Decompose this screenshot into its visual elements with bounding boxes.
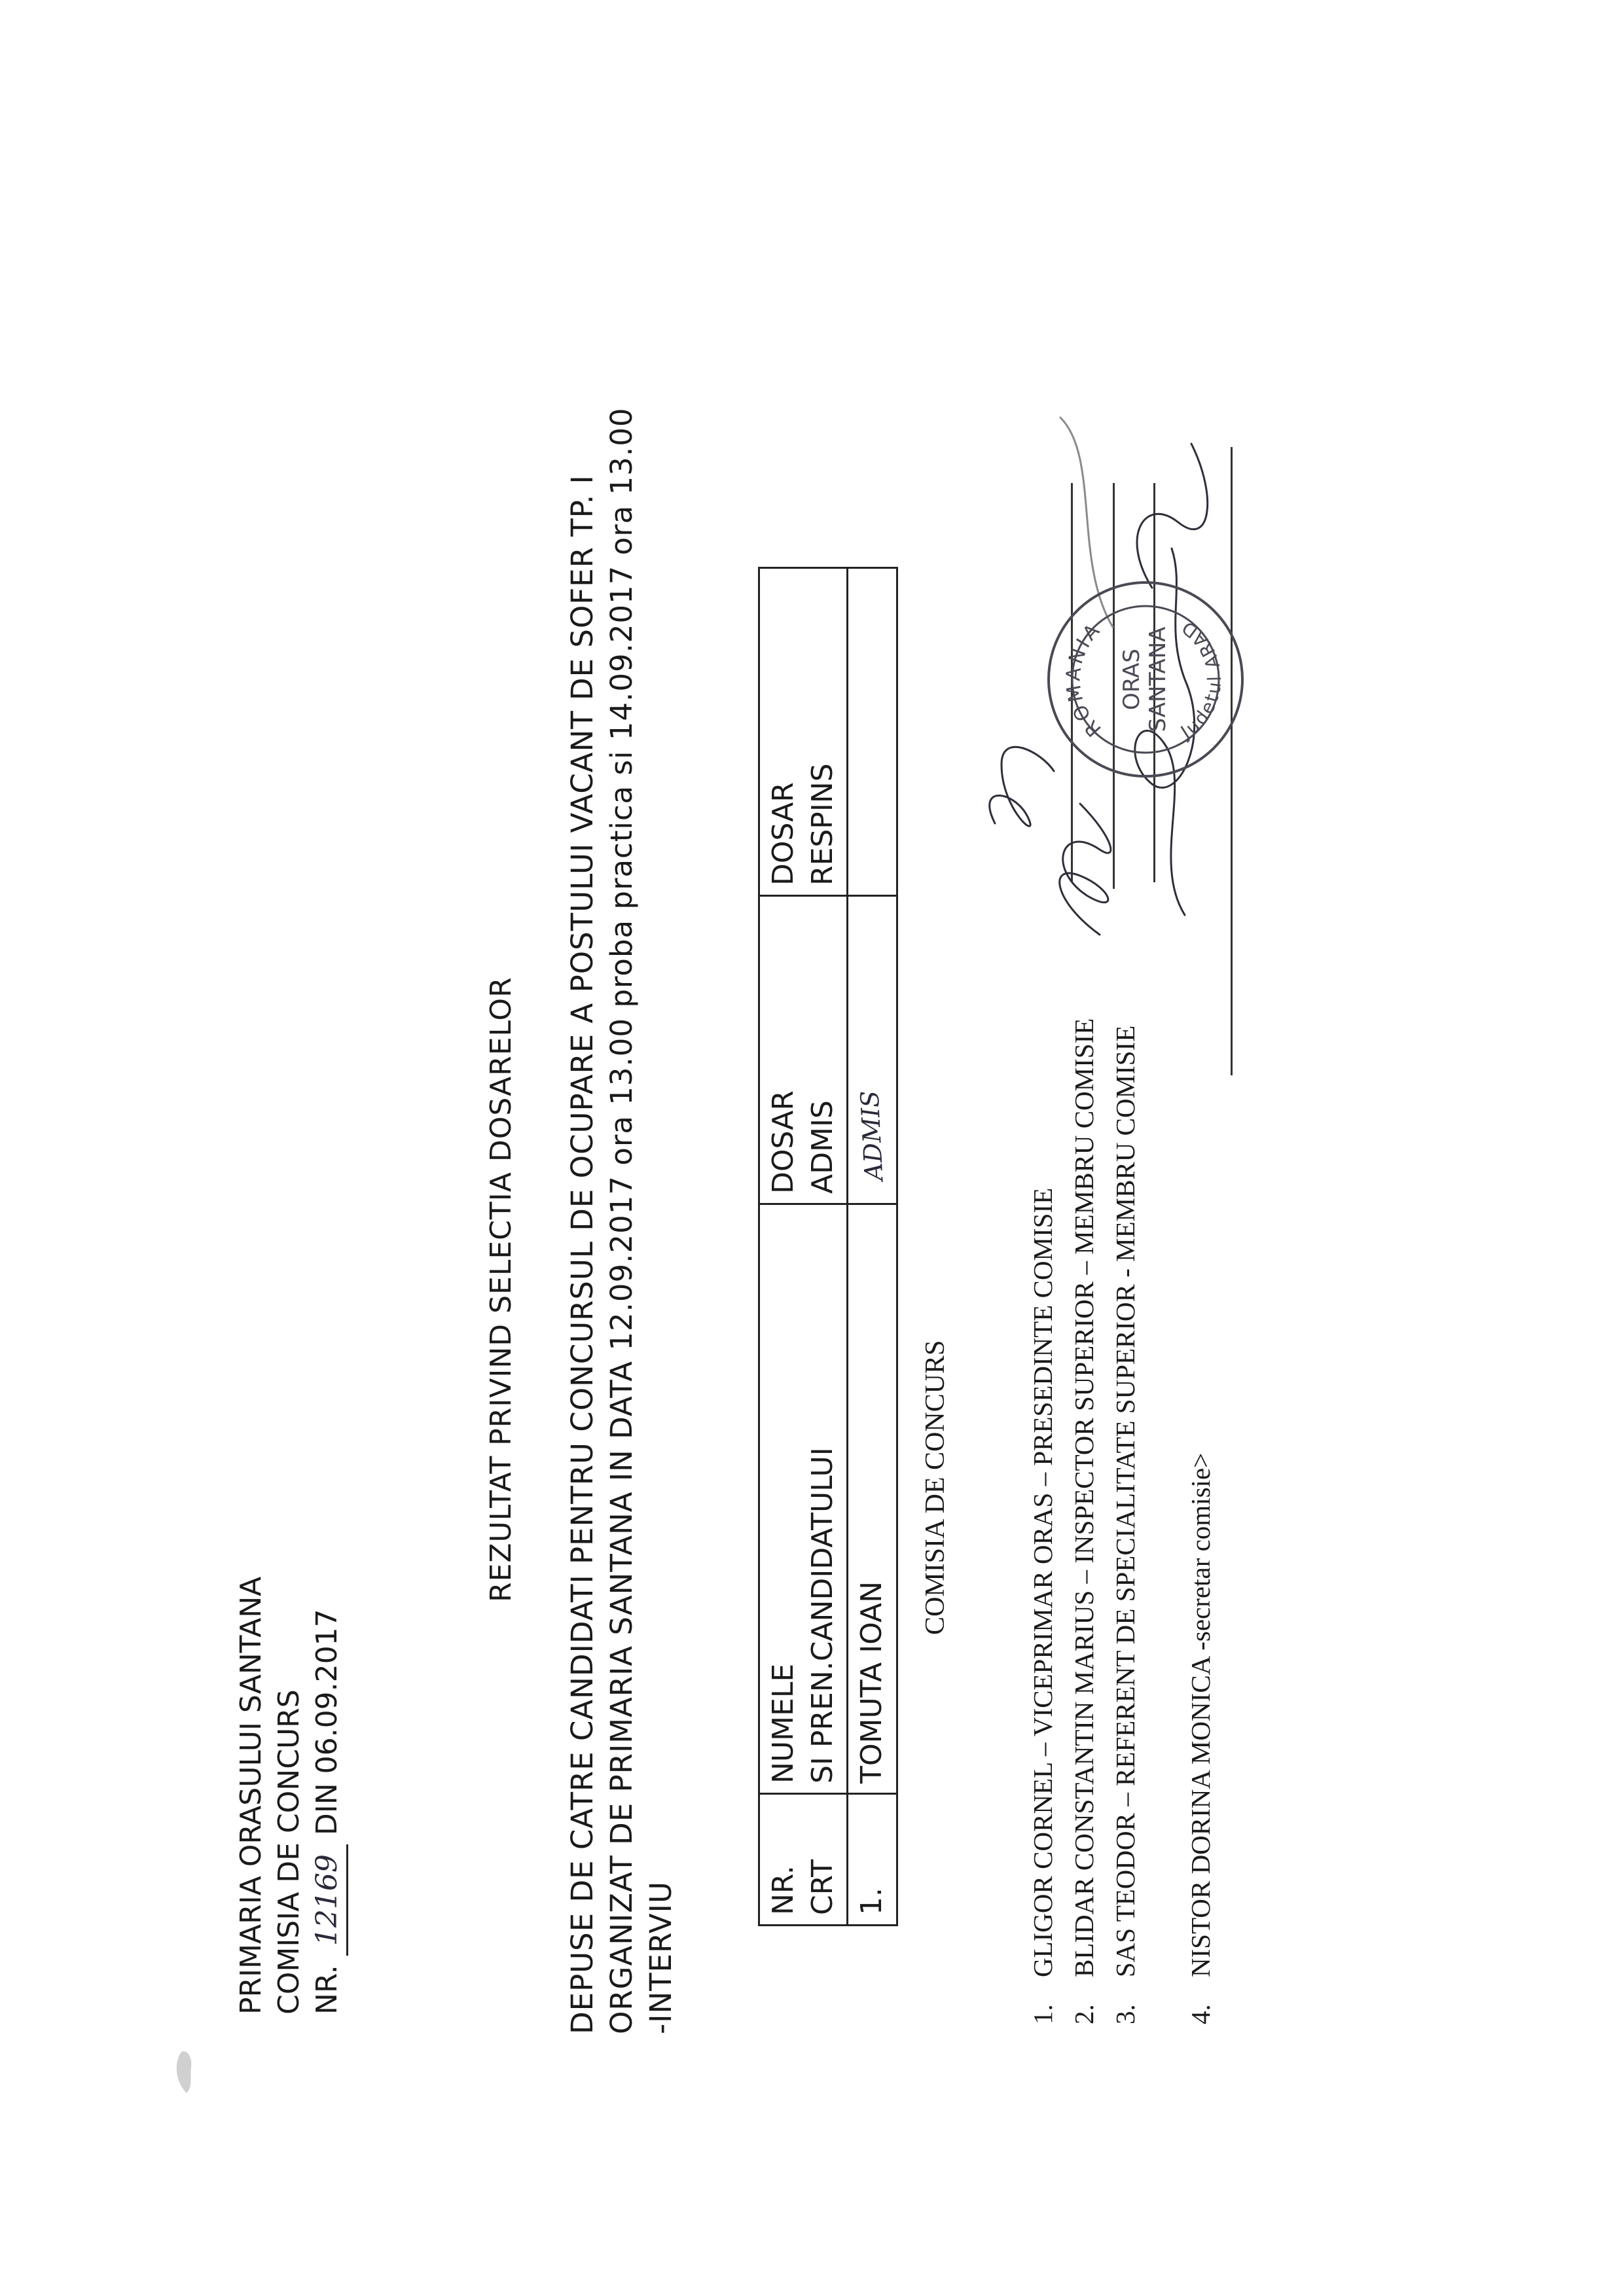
cell-respins xyxy=(848,568,897,896)
scan-smudge xyxy=(164,2041,203,2100)
institution-header xyxy=(232,1577,348,2015)
cell-name: TOMUTA IOAN xyxy=(848,1204,897,1794)
cell-admis xyxy=(848,896,897,1204)
nr-value: 12169 xyxy=(308,1844,348,1956)
header-cell-respins: DOSAR RESPINS xyxy=(759,568,848,896)
nr-label: NR. xyxy=(310,1965,344,2015)
table-header-row xyxy=(759,568,848,1926)
results-table xyxy=(758,567,898,1926)
member-3: 3.SAS TEODOR – REFERENT DE SPECIALITATE SUPERIOR - MEMBRU COMISIE xyxy=(1110,1025,1140,2024)
header-cell-nr: NR. CRT xyxy=(759,1794,848,1926)
handwritten-admis: ADMIS xyxy=(855,1090,889,1182)
member-1: 1.GLIGOR CORNEL – VICEPRIMAR ORAS – PRESEDINTE COMISIE xyxy=(1028,1187,1058,2024)
stamp-center-line-2: SANTANA xyxy=(1145,626,1171,732)
institution-name: PRIMARIA ORASULUI SANTANA xyxy=(234,1576,268,2015)
commission-members xyxy=(1022,1018,1221,2024)
stamp-center-line-1: ORAS xyxy=(1119,649,1145,710)
header-cell-name: NUMELE SI PREN.CANDIDATULUI xyxy=(759,1204,848,1794)
stamp-top-text: ROMANIA xyxy=(1062,617,1106,741)
intro-paragraph xyxy=(563,408,681,2034)
signature-1 xyxy=(1060,804,1111,935)
signature-3 xyxy=(1137,444,1208,588)
round-stamp xyxy=(1041,575,1250,784)
registration-date: DIN 06.09.2017 xyxy=(310,1609,344,1836)
member-4: 4.NISTOR DORINA MONICA -secretar comisie> xyxy=(1185,1452,1216,2024)
cell-nr: 1. xyxy=(848,1794,897,1926)
header-cell-admis: DOSAR ADMIS xyxy=(759,896,848,1204)
registration-number xyxy=(308,1577,348,2015)
table-row xyxy=(848,568,897,1926)
document-title: REZULTAT PRIVIND SELECTIA DOSARELOR xyxy=(484,977,518,1602)
stamp-bottom-text: Judetul ARAD xyxy=(1176,615,1226,744)
commission-name: COMISIA DE CONCURS xyxy=(272,1689,306,2015)
intro-line-3: -INTERVIU xyxy=(643,1881,678,2034)
intro-line-1: DEPUSE DE CATRE CANDIDATI PENTRU CONCURSUL DE OCUPARE A POSTULUI VACANT DE SOFER TP. I xyxy=(565,475,600,2034)
member-2: 2.BLIDAR CONSTANTIN MARIUS – INSPECTOR SUPERIOR – MEMBRU COMISIE xyxy=(1069,1018,1099,2024)
commission-heading: COMISIA DE CONCURS xyxy=(920,1340,950,1635)
intro-line-2: ORGANIZAT DE PRIMARIA SANTANA IN DATA 12.09.2017 ora 13.00 proba practica si 14.09.2017 ora 13.00 xyxy=(604,407,639,2034)
